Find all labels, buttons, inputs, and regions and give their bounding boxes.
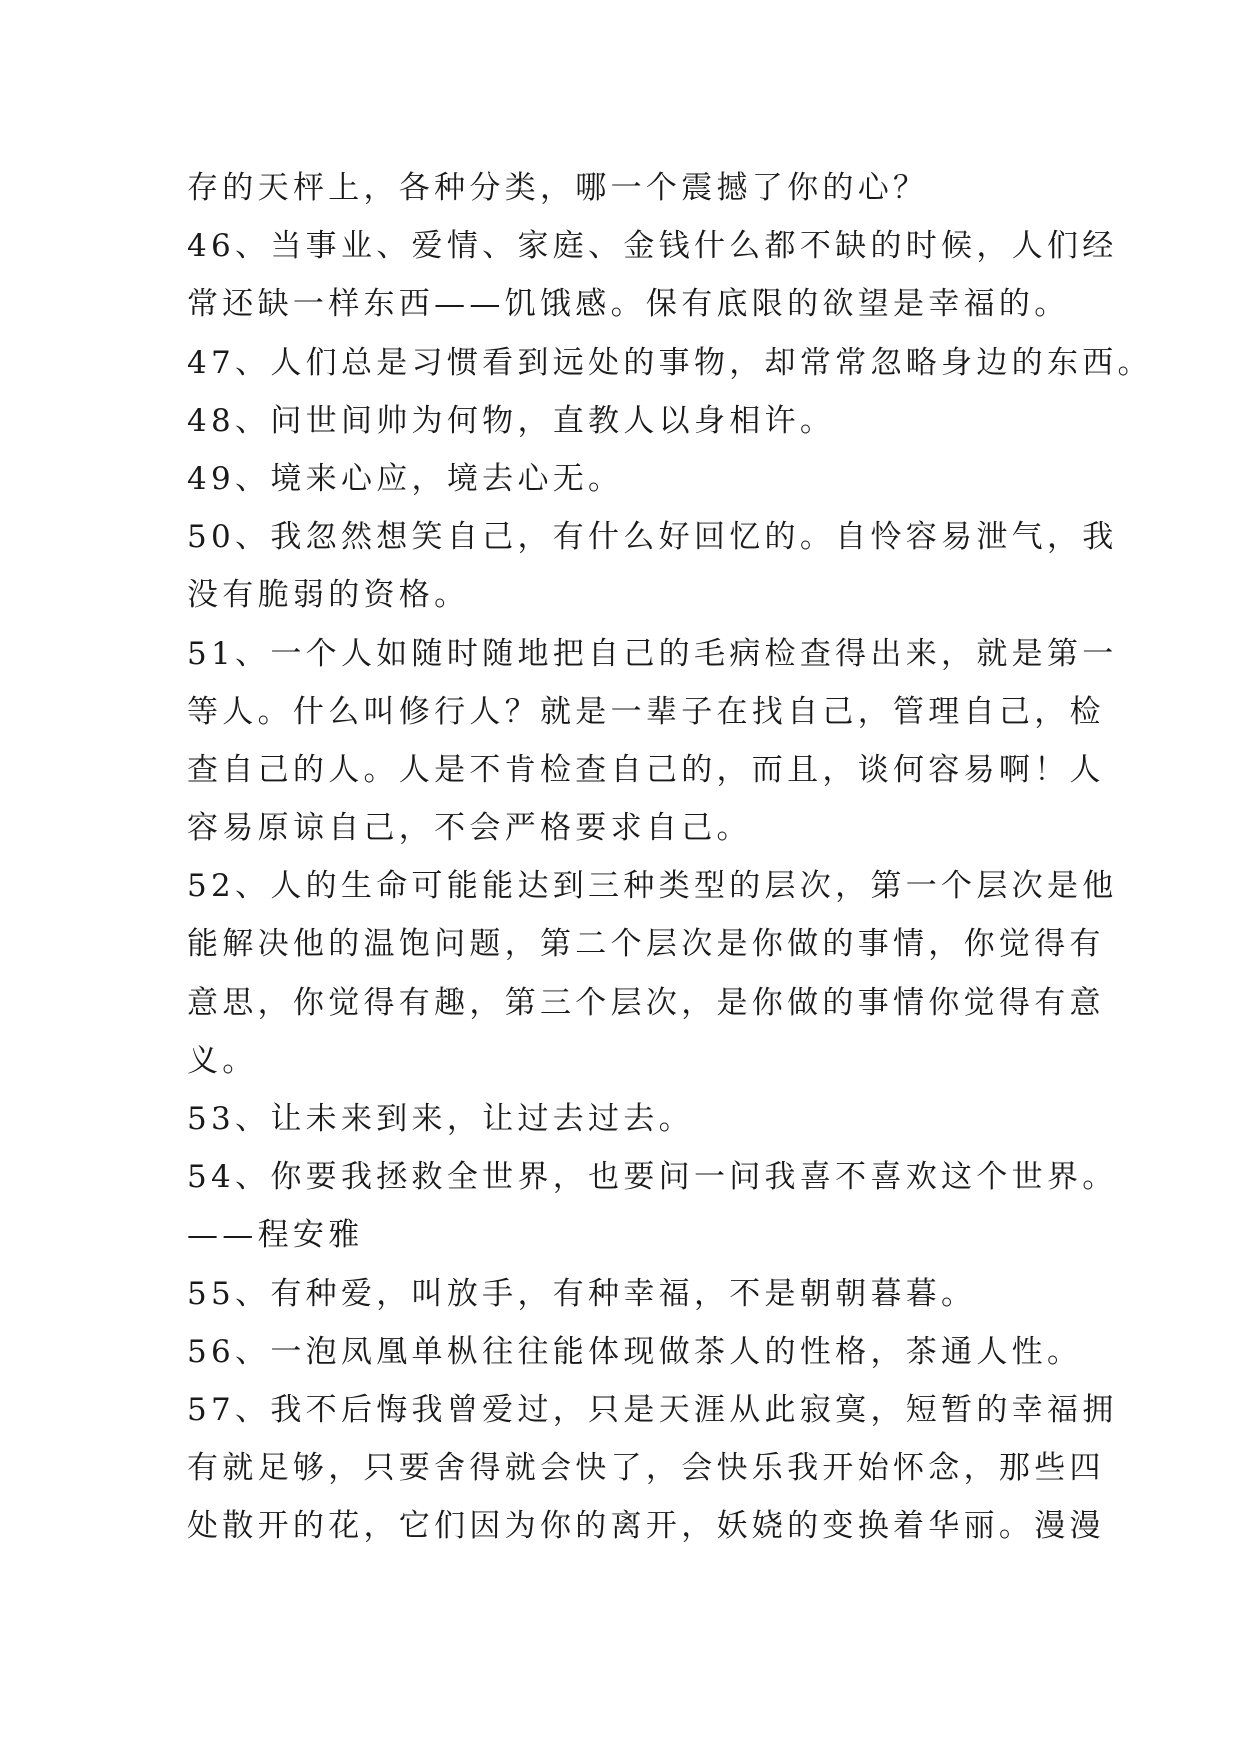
text-line: 存的天枰上，各种分类，哪一个震撼了你的心？ (187, 170, 929, 206)
text-line: 常还缺一样东西——饥饿感。保有底限的欲望是幸福的。 (187, 286, 1070, 323)
text-line: 54、你要我拯救全世界，也要问一问我喜不喜欢这个世界。 (187, 1159, 1118, 1196)
text-line: 义。 (187, 1042, 258, 1079)
text-line: 56、一泡凤凰单枞往往能体现做茶人的性格，茶通人性。 (187, 1333, 1083, 1370)
text-line: 52、人的生命可能能达到三种类型的层次，第一个层次是他 (187, 868, 1118, 905)
text-line: 有就足够，只要舍得就会快了，会快乐我开始怀念，那些四 (187, 1450, 1105, 1487)
text-line: 49、境来心应，境去心无。 (187, 460, 624, 497)
text-line: ——程安雅 (187, 1217, 364, 1254)
text-line: 46、当事业、爱情、家庭、金钱什么都不缺的时候，人们经 (187, 228, 1118, 265)
text-line: 处散开的花，它们因为你的离开，妖娆的变换着华丽。漫漫 (187, 1508, 1105, 1545)
text-line: 能解决他的温饱问题，第二个层次是你做的事情，你觉得有 (187, 926, 1105, 963)
text-line: 57、我不后悔我曾爱过，只是天涯从此寂寞，短暂的幸福拥 (187, 1391, 1118, 1428)
text-line: 查自己的人。人是不肯检查自己的，而且，谈何容易啊！人 (187, 751, 1105, 788)
text-line: 没有脆弱的资格。 (187, 577, 470, 614)
text-line: 50、我忽然想笑自己，有什么好回忆的。自怜容易泄气，我 (187, 519, 1118, 556)
text-line: 55、有种爱，叫放手，有种幸福，不是朝朝暮暮。 (187, 1275, 977, 1312)
text-line: 47、人们总是习惯看到远处的事物，却常常忽略身边的东西。 (187, 344, 1153, 381)
text-line: 意思，你觉得有趣，第三个层次，是你做的事情你觉得有意 (187, 984, 1105, 1021)
text-line: 51、一个人如随时随地把自己的毛病检查得出来，就是第一 (187, 635, 1118, 672)
text-line: 等人。什么叫修行人？就是一辈子在找自己，管理自己，检 (187, 693, 1105, 730)
body-text (187, 159, 1153, 1556)
text-line: 容易原谅自己，不会严格要求自己。 (187, 810, 752, 847)
text-line: 53、让未来到来，让过去过去。 (187, 1101, 694, 1137)
text-line: 48、问世间帅为何物，直教人以身相许。 (187, 402, 836, 439)
